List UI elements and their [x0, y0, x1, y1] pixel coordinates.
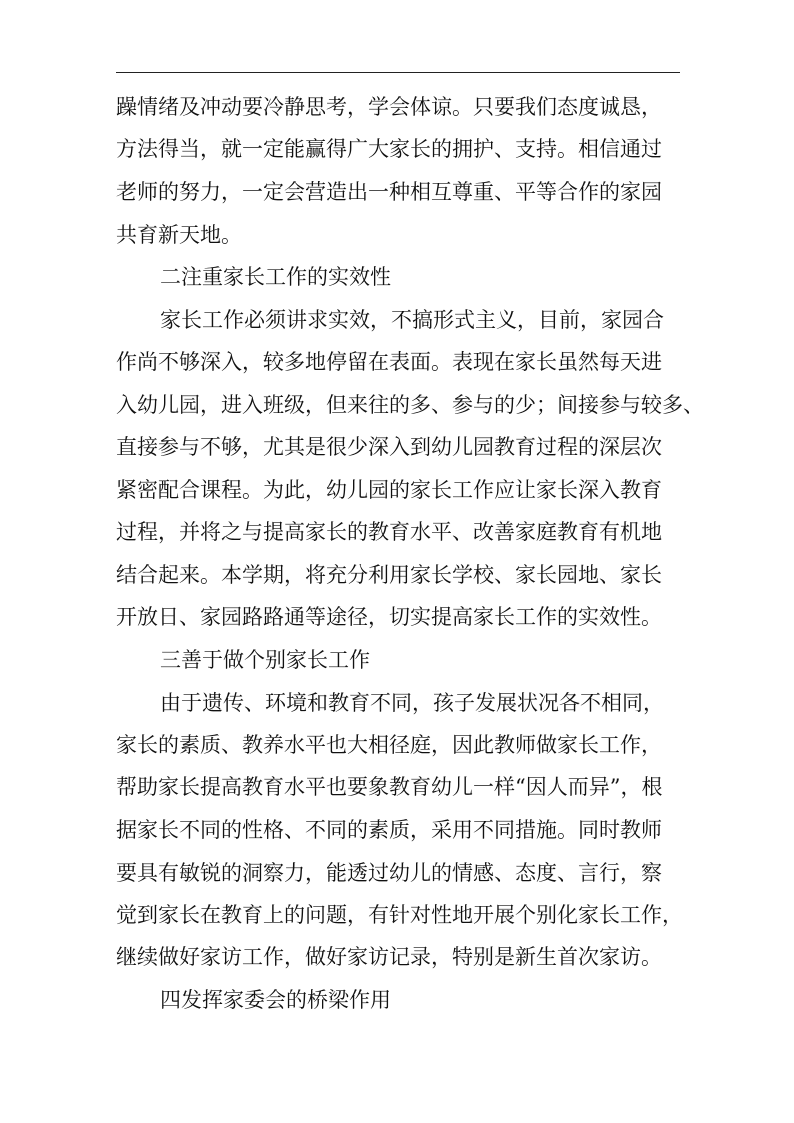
paragraph-line: 据家长不同的性格、不同的素质，采用不同措施。同时教师 [116, 818, 662, 842]
section-heading: 二注重家长工作的实效性 [160, 265, 391, 289]
paragraph-line: 老师的努力，一定会营造出一种相互尊重、平等合作的家园 [116, 180, 662, 204]
paragraph-line: 入幼儿园，进入班级，但来往的多、参与的少；间接参与较多、 [116, 393, 704, 417]
section-heading: 四发挥家委会的桥梁作用 [160, 988, 391, 1012]
paragraph-line: 开放日、家园路路通等途径，切实提高家长工作的实效性。 [116, 605, 662, 629]
paragraph-line: 觉到家长在教育上的问题，有针对性地开展个别化家长工作， [116, 903, 683, 927]
paragraph-line: 继续做好家访工作，做好家访记录，特别是新生首次家访。 [116, 945, 662, 969]
paragraph-line: 家长的素质、教养水平也大相径庭，因此教师做家长工作， [116, 733, 662, 757]
paragraph-line: 结合起来。本学期，将充分利用家长学校、家长园地、家长 [116, 563, 662, 587]
paragraph-line: 紧密配合课程。为此，幼儿园的家长工作应让家长深入教育 [116, 478, 662, 502]
paragraph-line: 直接参与不够，尤其是很少深入到幼儿园教育过程的深层次 [116, 435, 662, 459]
paragraph-line: 过程，并将之与提高家长的教育水平、改善家庭教育有机地 [116, 520, 662, 544]
paragraph-line: 共育新天地。 [116, 223, 242, 247]
paragraph-line: 家长工作必须讲求实效，不搞形式主义，目前，家园合 [160, 308, 664, 332]
paragraph-line: 作尚不够深入，较多地停留在表面。表现在家长虽然每天进 [116, 350, 662, 374]
paragraph-line: 由于遗传、环境和教育不同，孩子发展状况各不相同， [160, 691, 664, 715]
paragraph-line: 要具有敏锐的洞察力，能透过幼儿的情感、态度、言行，察 [116, 861, 662, 885]
paragraph-line: 躁情绪及冲动要冷静思考，学会体谅。只要我们态度诚恳， [116, 95, 662, 119]
paragraph-line: 方法得当，就一定能赢得广大家长的拥护、支持。相信通过 [116, 137, 662, 161]
header-rule [116, 72, 680, 73]
section-heading: 三善于做个别家长工作 [160, 648, 370, 672]
paragraph-line: 帮助家长提高教育水平也要象教育幼儿一样“因人而异”，根 [116, 775, 663, 799]
